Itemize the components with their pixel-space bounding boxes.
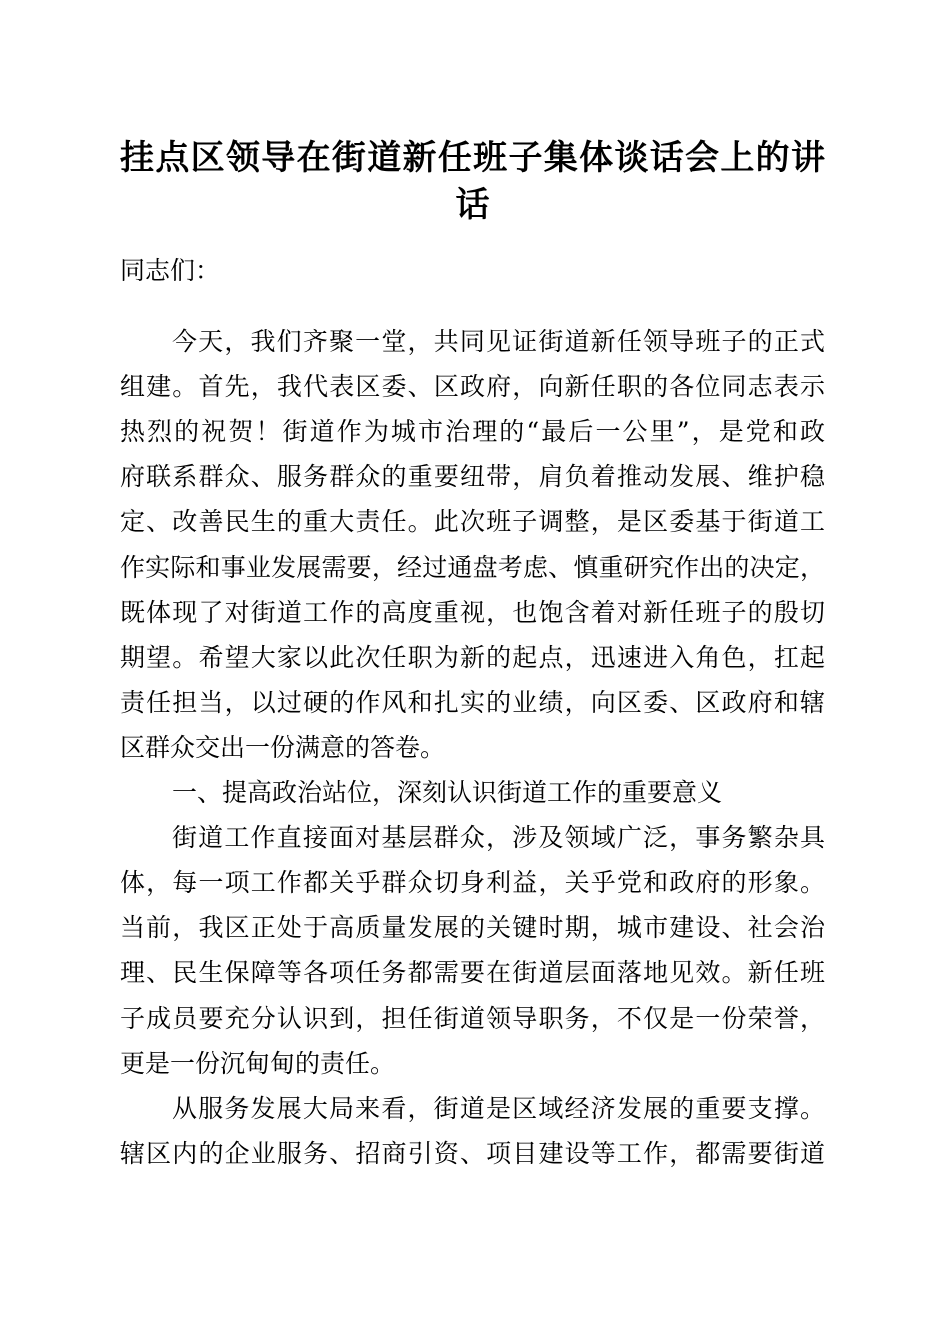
paragraph-line: 府联系群众、服务群众的重要纽带，肩负着推动发展、维护稳: [120, 462, 825, 492]
paragraph-line: 今天，我们齐聚一堂，共同见证街道新任领导班子的正式: [172, 327, 825, 356]
paragraph-line: 子成员要充分认识到，担任街道领导职务，不仅是一份荣誉，: [120, 1003, 825, 1033]
document-title-line-2: 话: [455, 185, 490, 225]
paragraph-line: 组建。首先，我代表区委、区政府，向新任职的各位同志表示: [120, 372, 825, 402]
paragraph-line: 区群众交出一份满意的答卷。: [120, 732, 446, 762]
paragraph-line: 街道工作直接面对基层群众，涉及领域广泛，事务繁杂具: [172, 823, 825, 853]
paragraph-line: 热烈的祝贺！街道作为城市治理的“最后一公里”，是党和政: [120, 417, 825, 447]
paragraph-line: 当前，我区正处于高质量发展的关键时期，城市建设、社会治: [120, 913, 825, 943]
paragraph-line: 体，每一项工作都关乎群众切身利益，关乎党和政府的形象。: [120, 868, 825, 898]
paragraph-line: 期望。希望大家以此次任职为新的起点，迅速进入角色，扛起: [120, 642, 825, 672]
section-heading: 一、提高政治站位，深刻认识街道工作的重要意义: [172, 778, 723, 807]
paragraph-line: 从服务发展大局来看，街道是区域经济发展的重要支撑。: [172, 1093, 825, 1123]
paragraph-line: 责任担当，以过硬的作风和扎实的业绩，向区委、区政府和辖: [120, 687, 825, 717]
paragraph-line: 理、民生保障等各项任务都需要在街道层面落地见效。新任班: [120, 958, 825, 988]
paragraph-line: 定、改善民生的重大责任。此次班子调整，是区委基于街道工: [120, 507, 825, 537]
paragraph-line: 更是一份沉甸甸的责任。: [120, 1048, 396, 1078]
paragraph-line: 作实际和事业发展需要，经过通盘考虑、慎重研究作出的决定，: [120, 552, 825, 582]
paragraph-line: 既体现了对街道工作的高度重视，也饱含着对新任班子的殷切: [120, 597, 825, 627]
salutation: 同志们：: [120, 256, 221, 285]
paragraph-line: 辖区内的企业服务、招商引资、项目建设等工作，都需要街道: [120, 1138, 825, 1168]
document-title-line-1: 挂点区领导在街道新任班子集体谈话会上的讲: [120, 138, 825, 178]
